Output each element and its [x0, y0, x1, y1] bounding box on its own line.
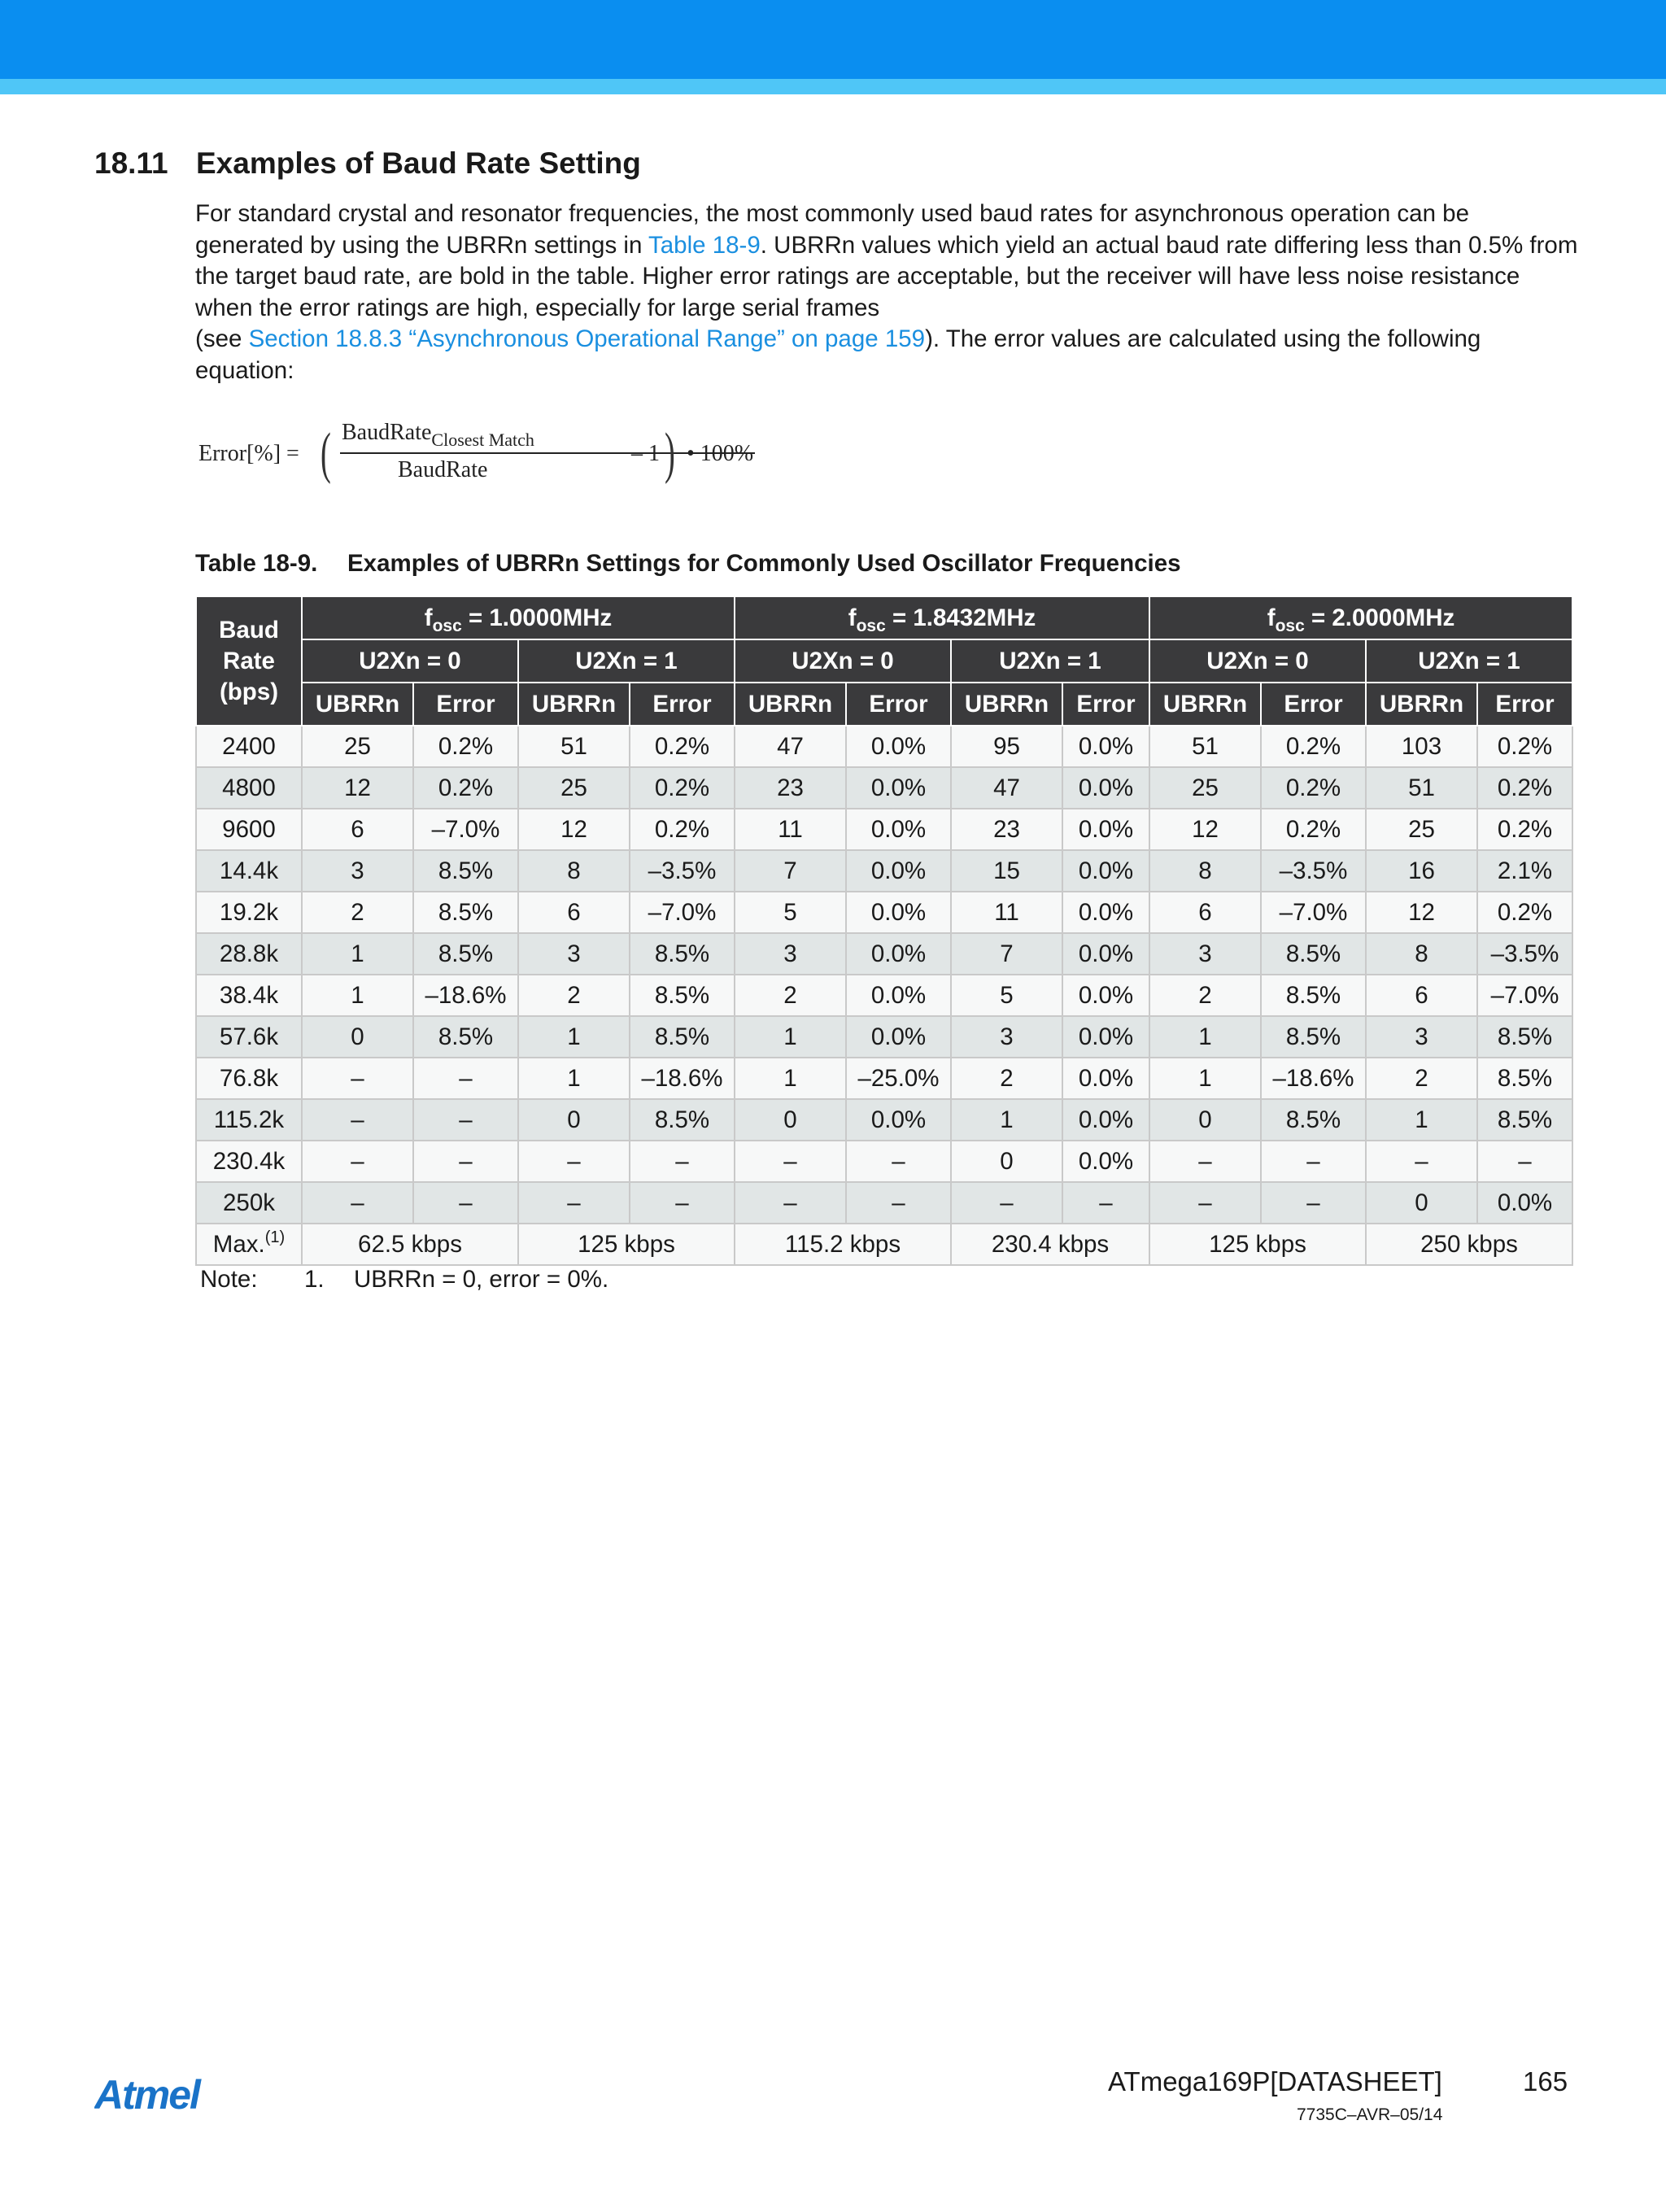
error-value-cell: –	[1261, 1141, 1366, 1182]
ubrr-value-cell: 2	[1366, 1058, 1477, 1099]
equation-lhs: Error[%] =	[198, 441, 299, 466]
ubrr-value-cell: 8	[518, 850, 630, 892]
freq-header	[1149, 596, 1572, 639]
header-band-accent	[0, 79, 1666, 94]
error-value-cell: –	[846, 1182, 951, 1224]
ubrr-value-cell: –	[1149, 1182, 1261, 1224]
table-row	[196, 975, 1572, 1016]
freq-header	[735, 596, 1149, 639]
right-paren: )	[665, 422, 675, 485]
error-value-cell: 8.5%	[413, 892, 518, 933]
u2x-header: U2Xn = 1	[951, 639, 1149, 683]
u2x-header: U2Xn = 1	[1366, 639, 1572, 683]
ubrr-value-cell: 1	[735, 1016, 846, 1058]
ubrr-value-cell: –	[951, 1182, 1062, 1224]
ubrr-value-cell: –	[735, 1141, 846, 1182]
error-value-cell: 0.0%	[846, 1016, 951, 1058]
ubrr-value-cell: 0	[1366, 1182, 1477, 1224]
error-value-cell: –	[413, 1099, 518, 1141]
ubrr-value-cell: 95	[951, 726, 1062, 767]
ubrr-value-cell: 103	[1366, 726, 1477, 767]
error-value-cell: –3.5%	[1477, 933, 1572, 975]
error-value-cell: –	[630, 1141, 735, 1182]
error-value-cell: –	[413, 1141, 518, 1182]
ubrr-value-cell: 5	[951, 975, 1062, 1016]
baud-rate-cell: 250k	[196, 1182, 302, 1224]
error-value-cell: –18.6%	[1261, 1058, 1366, 1099]
ubrr-value-cell: 51	[1366, 767, 1477, 809]
error-value-cell: 0.2%	[1261, 726, 1366, 767]
ubrr-table	[195, 596, 1573, 1266]
error-value-cell: –	[1062, 1182, 1149, 1224]
ubrr-value-cell: 6	[302, 809, 413, 850]
ubrr-value-cell: 6	[518, 892, 630, 933]
error-value-cell: 8.5%	[1261, 975, 1366, 1016]
ubrr-value-cell: 3	[302, 850, 413, 892]
ubrr-value-cell: 0	[1149, 1099, 1261, 1141]
freq-symbol: f	[1267, 604, 1276, 631]
error-value-cell: 8.5%	[630, 1016, 735, 1058]
error-value-cell: –7.0%	[1477, 975, 1572, 1016]
section-link[interactable]: Section 18.8.3 “Asynchronous Operational Range” on page 159	[248, 325, 926, 352]
ubrr-value-cell: 25	[518, 767, 630, 809]
error-value-cell: 0.2%	[630, 767, 735, 809]
error-value-cell: 0.2%	[630, 726, 735, 767]
ubrr-value-cell: 1	[518, 1016, 630, 1058]
intro-text-1: For standard crystal and resonator frequencies, the most commonly used baud rates for asynchronous operation can be generated by using the UBRRn settings in	[195, 200, 1469, 259]
baud-rate-header	[196, 596, 302, 726]
table-caption-text: Examples of UBRRn Settings for Commonly Used Oscillator Frequencies	[347, 550, 1181, 577]
ubrr-value-cell: 23	[735, 767, 846, 809]
error-value-cell: 0.0%	[1062, 809, 1149, 850]
freq-symbol: f	[848, 604, 857, 631]
ubrr-value-cell: 6	[1149, 892, 1261, 933]
table-row	[196, 933, 1572, 975]
ubrr-value-cell: –	[302, 1099, 413, 1141]
error-value-cell: 0.0%	[1062, 1141, 1149, 1182]
section-title: Examples of Baud Rate Setting	[196, 146, 641, 180]
error-value-cell: –3.5%	[630, 850, 735, 892]
ubrr-value-cell: 7	[735, 850, 846, 892]
table-row	[196, 850, 1572, 892]
max-row	[196, 1224, 1572, 1265]
error-value-cell: 0.0%	[846, 809, 951, 850]
error-value-cell: 0.0%	[1062, 1058, 1149, 1099]
max-value-cell: 250 kbps	[1366, 1224, 1572, 1265]
table-row	[196, 1182, 1572, 1224]
equation-denominator: BaudRate	[398, 457, 488, 482]
table-row	[196, 809, 1572, 850]
ubrr-value-cell: 5	[735, 892, 846, 933]
freq-header	[302, 596, 735, 639]
error-value-cell: 0.0%	[1062, 933, 1149, 975]
error-value-cell: 8.5%	[413, 1016, 518, 1058]
ubrr-value-cell: 2	[735, 975, 846, 1016]
ubrr-value-cell: 8	[1149, 850, 1261, 892]
table-row	[196, 1099, 1572, 1141]
freq-subscript: osc	[1275, 616, 1305, 635]
error-value-cell: 8.5%	[630, 975, 735, 1016]
error-value-cell: 0.0%	[846, 933, 951, 975]
ubrr-col-header: UBRRn	[1149, 683, 1261, 726]
numerator-text: BaudRate	[342, 420, 432, 445]
ubrr-value-cell: 0	[518, 1099, 630, 1141]
error-value-cell: 0.0%	[846, 850, 951, 892]
ubrr-value-cell: 1	[1149, 1016, 1261, 1058]
baud-rate-cell: 2400	[196, 726, 302, 767]
error-value-cell: 0.2%	[413, 767, 518, 809]
u2x-header: U2Xn = 0	[735, 639, 951, 683]
equation-rhs: • 100%	[687, 441, 754, 466]
error-value-cell: 2.1%	[1477, 850, 1572, 892]
table-caption-number: Table 18-9.	[195, 550, 318, 577]
baud-rate-cell: 19.2k	[196, 892, 302, 933]
ubrr-value-cell: 12	[518, 809, 630, 850]
error-col-header: Error	[630, 683, 735, 726]
ubrr-value-cell: 25	[1366, 809, 1477, 850]
error-value-cell: –	[1261, 1182, 1366, 1224]
error-value-cell: 0.0%	[1062, 850, 1149, 892]
freq-subscript: osc	[856, 616, 886, 635]
footer-page-number: 165	[1523, 2066, 1568, 2096]
error-value-cell: –	[846, 1141, 951, 1182]
ubrr-col-header: UBRRn	[302, 683, 413, 726]
error-value-cell: –18.6%	[630, 1058, 735, 1099]
error-value-cell: 8.5%	[1477, 1058, 1572, 1099]
error-value-cell: 0.0%	[1062, 892, 1149, 933]
error-value-cell: 8.5%	[630, 1099, 735, 1141]
baud-rate-cell: 115.2k	[196, 1099, 302, 1141]
ubrr-value-cell: 3	[951, 1016, 1062, 1058]
ubrr-value-cell: 47	[951, 767, 1062, 809]
baud-rate-cell: 76.8k	[196, 1058, 302, 1099]
error-value-cell: –7.0%	[1261, 892, 1366, 933]
ubrr-value-cell: 12	[302, 767, 413, 809]
atmel-logo	[94, 2073, 242, 2117]
freq-value: = 2.0000MHz	[1304, 604, 1455, 631]
ubrr-value-cell: –	[1149, 1141, 1261, 1182]
section-number: 18.11	[94, 146, 168, 180]
ubrr-value-cell: 1	[735, 1058, 846, 1099]
ubrr-value-cell: 11	[735, 809, 846, 850]
table-caption	[195, 550, 1181, 578]
baud-rate-cell: 57.6k	[196, 1016, 302, 1058]
error-value-cell: 8.5%	[1261, 933, 1366, 975]
freq-subscript: osc	[432, 616, 462, 635]
error-col-header: Error	[413, 683, 518, 726]
baud-rate-cell: 9600	[196, 809, 302, 850]
ubrr-value-cell: 8	[1366, 933, 1477, 975]
baud-rate-cell: 14.4k	[196, 850, 302, 892]
ubrr-col-header: UBRRn	[518, 683, 630, 726]
error-value-cell: 0.0%	[846, 892, 951, 933]
ubrr-value-cell: –	[1366, 1141, 1477, 1182]
equation-minus-one: – 1	[631, 441, 660, 466]
ubrr-value-cell: 25	[1149, 767, 1261, 809]
error-value-cell: 0.2%	[1477, 892, 1572, 933]
baud-rate-cell: 4800	[196, 767, 302, 809]
ubrr-value-cell: –	[302, 1141, 413, 1182]
error-value-cell: 0.0%	[846, 1099, 951, 1141]
max-label-cell	[196, 1224, 302, 1265]
ubrr-value-cell: 12	[1149, 809, 1261, 850]
error-value-cell: 8.5%	[413, 933, 518, 975]
ubrr-value-cell: 7	[951, 933, 1062, 975]
ubrr-value-cell: 51	[518, 726, 630, 767]
equation-numerator	[342, 420, 534, 450]
ubrr-value-cell: 2	[518, 975, 630, 1016]
freq-symbol: f	[424, 604, 433, 631]
error-value-cell: 0.2%	[1477, 767, 1572, 809]
table-row	[196, 892, 1572, 933]
error-value-cell: 0.2%	[630, 809, 735, 850]
ubrr-col-header: UBRRn	[951, 683, 1062, 726]
error-value-cell: –7.0%	[413, 809, 518, 850]
error-value-cell: 0.0%	[846, 975, 951, 1016]
error-col-header: Error	[1261, 683, 1366, 726]
note-text: UBRRn = 0, error = 0%.	[354, 1266, 609, 1293]
ubrr-value-cell: 2	[302, 892, 413, 933]
u2x-header: U2Xn = 0	[1149, 639, 1366, 683]
left-paren: (	[321, 422, 331, 485]
ubrr-value-cell: 47	[735, 726, 846, 767]
baud-header-line-1: Baud	[219, 616, 279, 644]
u2x-header: U2Xn = 1	[518, 639, 735, 683]
error-col-header: Error	[846, 683, 951, 726]
freq-value: = 1.8432MHz	[885, 604, 1036, 631]
max-value-cell: 230.4 kbps	[951, 1224, 1149, 1265]
table-row	[196, 767, 1572, 809]
ubrr-value-cell: 0	[302, 1016, 413, 1058]
error-value-cell: –	[413, 1182, 518, 1224]
error-value-cell: 8.5%	[630, 933, 735, 975]
intro-paragraph	[195, 199, 1578, 386]
error-value-cell: 0.2%	[1261, 767, 1366, 809]
ubrr-value-cell: 3	[735, 933, 846, 975]
ubrr-value-cell: –	[518, 1141, 630, 1182]
ubrr-value-cell: 1	[951, 1099, 1062, 1141]
error-value-cell: –	[1477, 1141, 1572, 1182]
error-value-cell: –3.5%	[1261, 850, 1366, 892]
baud-rate-cell: 28.8k	[196, 933, 302, 975]
max-label: Max.	[212, 1230, 265, 1258]
ubrr-value-cell: 1	[1149, 1058, 1261, 1099]
ubrr-value-cell: 0	[951, 1141, 1062, 1182]
max-value-cell: 125 kbps	[1149, 1224, 1366, 1265]
baud-header-line-3: (bps)	[219, 678, 279, 705]
baud-header-line-2: Rate	[223, 647, 275, 674]
ubrr-value-cell: 1	[1366, 1099, 1477, 1141]
error-value-cell: 8.5%	[1261, 1016, 1366, 1058]
ubrr-value-cell: 1	[302, 975, 413, 1016]
error-col-header: Error	[1477, 683, 1572, 726]
logo-text: Atmel	[94, 2073, 199, 2117]
error-value-cell: 0.0%	[1062, 726, 1149, 767]
error-value-cell: 0.0%	[1477, 1182, 1572, 1224]
ubrr-value-cell: 6	[1366, 975, 1477, 1016]
error-value-cell: 8.5%	[1261, 1099, 1366, 1141]
error-value-cell: 0.0%	[1062, 1099, 1149, 1141]
error-value-cell: –18.6%	[413, 975, 518, 1016]
error-value-cell: 8.5%	[1477, 1016, 1572, 1058]
table-body	[196, 726, 1572, 1265]
error-value-cell: 0.2%	[1477, 726, 1572, 767]
error-value-cell: 0.0%	[1062, 1016, 1149, 1058]
ubrr-value-cell: 15	[951, 850, 1062, 892]
table-link[interactable]: Table 18-9	[648, 231, 761, 259]
freq-value: = 1.0000MHz	[461, 604, 613, 631]
error-value-cell: 0.2%	[413, 726, 518, 767]
footer-doc-title: ATmega169P[DATASHEET]	[1108, 2066, 1442, 2096]
ubrr-value-cell: –	[518, 1182, 630, 1224]
error-col-header: Error	[1062, 683, 1149, 726]
error-value-cell: –25.0%	[846, 1058, 951, 1099]
section-heading	[94, 146, 641, 181]
error-value-cell: 0.0%	[846, 767, 951, 809]
ubrr-value-cell: –	[302, 1058, 413, 1099]
error-value-cell: –	[413, 1058, 518, 1099]
baud-rate-cell: 38.4k	[196, 975, 302, 1016]
u2x-header: U2Xn = 0	[302, 639, 518, 683]
ubrr-value-cell: 11	[951, 892, 1062, 933]
error-value-cell: 8.5%	[1477, 1099, 1572, 1141]
baud-rate-cell: 230.4k	[196, 1141, 302, 1182]
numerator-subscript: Closest Match	[431, 430, 534, 450]
intro-text-3: (see	[195, 325, 249, 352]
ubrr-value-cell: –	[302, 1182, 413, 1224]
ubrr-col-header: UBRRn	[735, 683, 846, 726]
ubrr-value-cell: 12	[1366, 892, 1477, 933]
intro-text-2: . UBRRn values which yield an actual baud rate differing less than 0.5% from the target baud rate, are bold in the table. Higher error ratings are acceptable, but the receiver will have less noise resistance when the error ratings are high, especially for large serial frames	[195, 231, 1578, 321]
ubrr-value-cell: 3	[518, 933, 630, 975]
error-value-cell: 0.0%	[846, 726, 951, 767]
max-footnote-ref: (1)	[264, 1228, 286, 1246]
ubrr-value-cell: 3	[1366, 1016, 1477, 1058]
ubrr-value-cell: 3	[1149, 933, 1261, 975]
ubrr-col-header: UBRRn	[1366, 683, 1477, 726]
footer-doc-code: 7735C–AVR–05/14	[1297, 2105, 1443, 2124]
header-band	[0, 0, 1666, 79]
table-row	[196, 1141, 1572, 1182]
table-note	[200, 1266, 608, 1294]
error-value-cell: 0.0%	[1062, 767, 1149, 809]
error-value-cell: 0.2%	[1477, 809, 1572, 850]
ubrr-value-cell: 1	[518, 1058, 630, 1099]
error-value-cell: –7.0%	[630, 892, 735, 933]
ubrr-value-cell: –	[735, 1182, 846, 1224]
intro-text-4: ). The error values are calculated using the following equation:	[195, 325, 1481, 384]
note-number: 1.	[304, 1266, 325, 1293]
error-value-cell: –	[630, 1182, 735, 1224]
error-value-cell: 0.0%	[1062, 975, 1149, 1016]
table-row	[196, 1058, 1572, 1099]
ubrr-value-cell: 25	[302, 726, 413, 767]
error-value-cell: 8.5%	[413, 850, 518, 892]
max-value-cell: 125 kbps	[518, 1224, 735, 1265]
ubrr-value-cell: 1	[302, 933, 413, 975]
ubrr-value-cell: 16	[1366, 850, 1477, 892]
ubrr-value-cell: 2	[951, 1058, 1062, 1099]
error-equation	[198, 413, 754, 486]
note-label: Note:	[200, 1266, 258, 1293]
max-value-cell: 62.5 kbps	[302, 1224, 518, 1265]
ubrr-value-cell: 23	[951, 809, 1062, 850]
ubrr-value-cell: 51	[1149, 726, 1261, 767]
max-value-cell: 115.2 kbps	[735, 1224, 951, 1265]
ubrr-value-cell: 2	[1149, 975, 1261, 1016]
table-row	[196, 726, 1572, 767]
table-row	[196, 1016, 1572, 1058]
ubrr-value-cell: 0	[735, 1099, 846, 1141]
error-value-cell: 0.2%	[1261, 809, 1366, 850]
